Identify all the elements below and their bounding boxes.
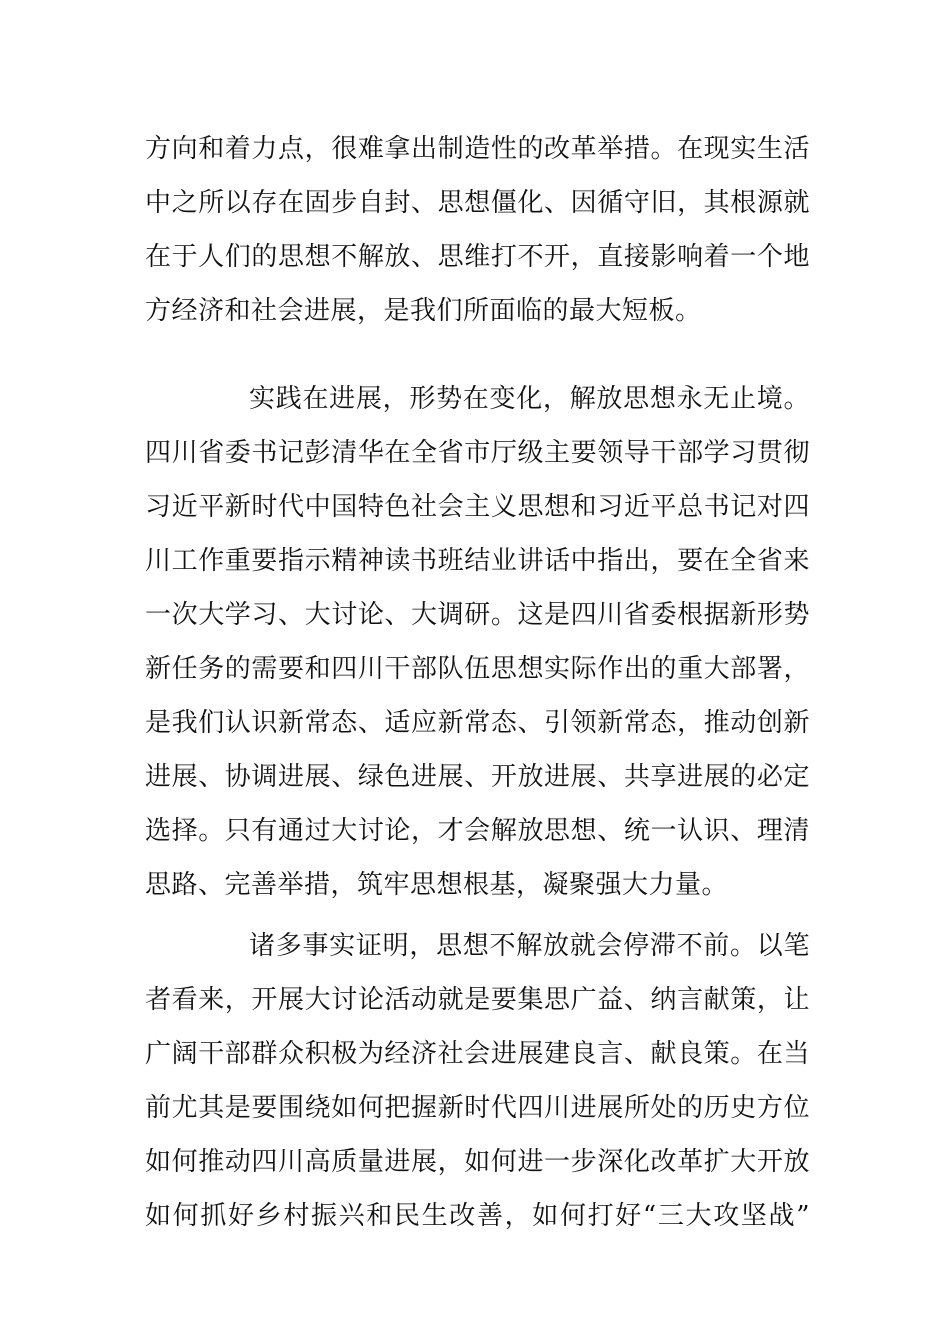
text-line: 在于人们的思想不解放、思维打不开，直接影响着一个地	[145, 242, 810, 272]
text-line: 思路、完善举措，筑牢思想根基，凝聚强大力量。	[145, 870, 729, 900]
text-line: 四川省委书记彭清华在全省市厅级主要领导干部学习贯彻	[145, 438, 810, 468]
text-line: 方向和着力点，很难拿出制造性的改革举措。在现实生活	[145, 134, 810, 164]
paragraph-1	[145, 122, 810, 338]
text-line: 者看来，开展大讨论活动就是要集思广益、纳言献策，让	[145, 985, 810, 1015]
text-line: 新任务的需要和四川干部队伍思想实际作出的重大部署，	[145, 654, 810, 684]
text-line: 如何推动四川高质量进展，如何进一步深化改革扩大开放	[145, 1147, 810, 1177]
text-line: 诸多事实证明，思想不解放就会停滞不前。以笔	[249, 931, 810, 961]
text-line: 方经济和社会进展，是我们所面临的最大短板。	[145, 296, 702, 326]
text-line: 川工作重要指示精神读书班结业讲话中指出，要在全省来	[145, 546, 810, 576]
text-line: 实践在进展，形势在变化，解放思想永无止境。	[249, 384, 810, 414]
text-line: 前尤其是要围绕如何把握新时代四川进展所处的历史方位	[145, 1093, 810, 1123]
text-line: 选择。只有通过大讨论，才会解放思想、统一认识、理清	[145, 816, 810, 846]
text-line: 如何抓好乡村振兴和民生改善，如何打好“三大攻坚战”	[145, 1201, 810, 1231]
text-line: 进展、协调进展、绿色进展、开放进展、共享进展的必定	[145, 762, 810, 792]
paragraph-3	[145, 919, 810, 1243]
paragraph-2	[145, 372, 810, 912]
text-line: 一次大学习、大讨论、大调研。这是四川省委根据新形势	[145, 600, 810, 630]
text-line: 中之所以存在固步自封、思想僵化、因循守旧，其根源就	[145, 188, 810, 218]
text-line: 习近平新时代中国特色社会主义思想和习近平总书记对四	[145, 492, 810, 522]
text-line: 是我们认识新常态、适应新常态、引领新常态，推动创新	[145, 708, 810, 738]
text-line: 广阔干部群众积极为经济社会进展建良言、献良策。在当	[145, 1039, 810, 1069]
